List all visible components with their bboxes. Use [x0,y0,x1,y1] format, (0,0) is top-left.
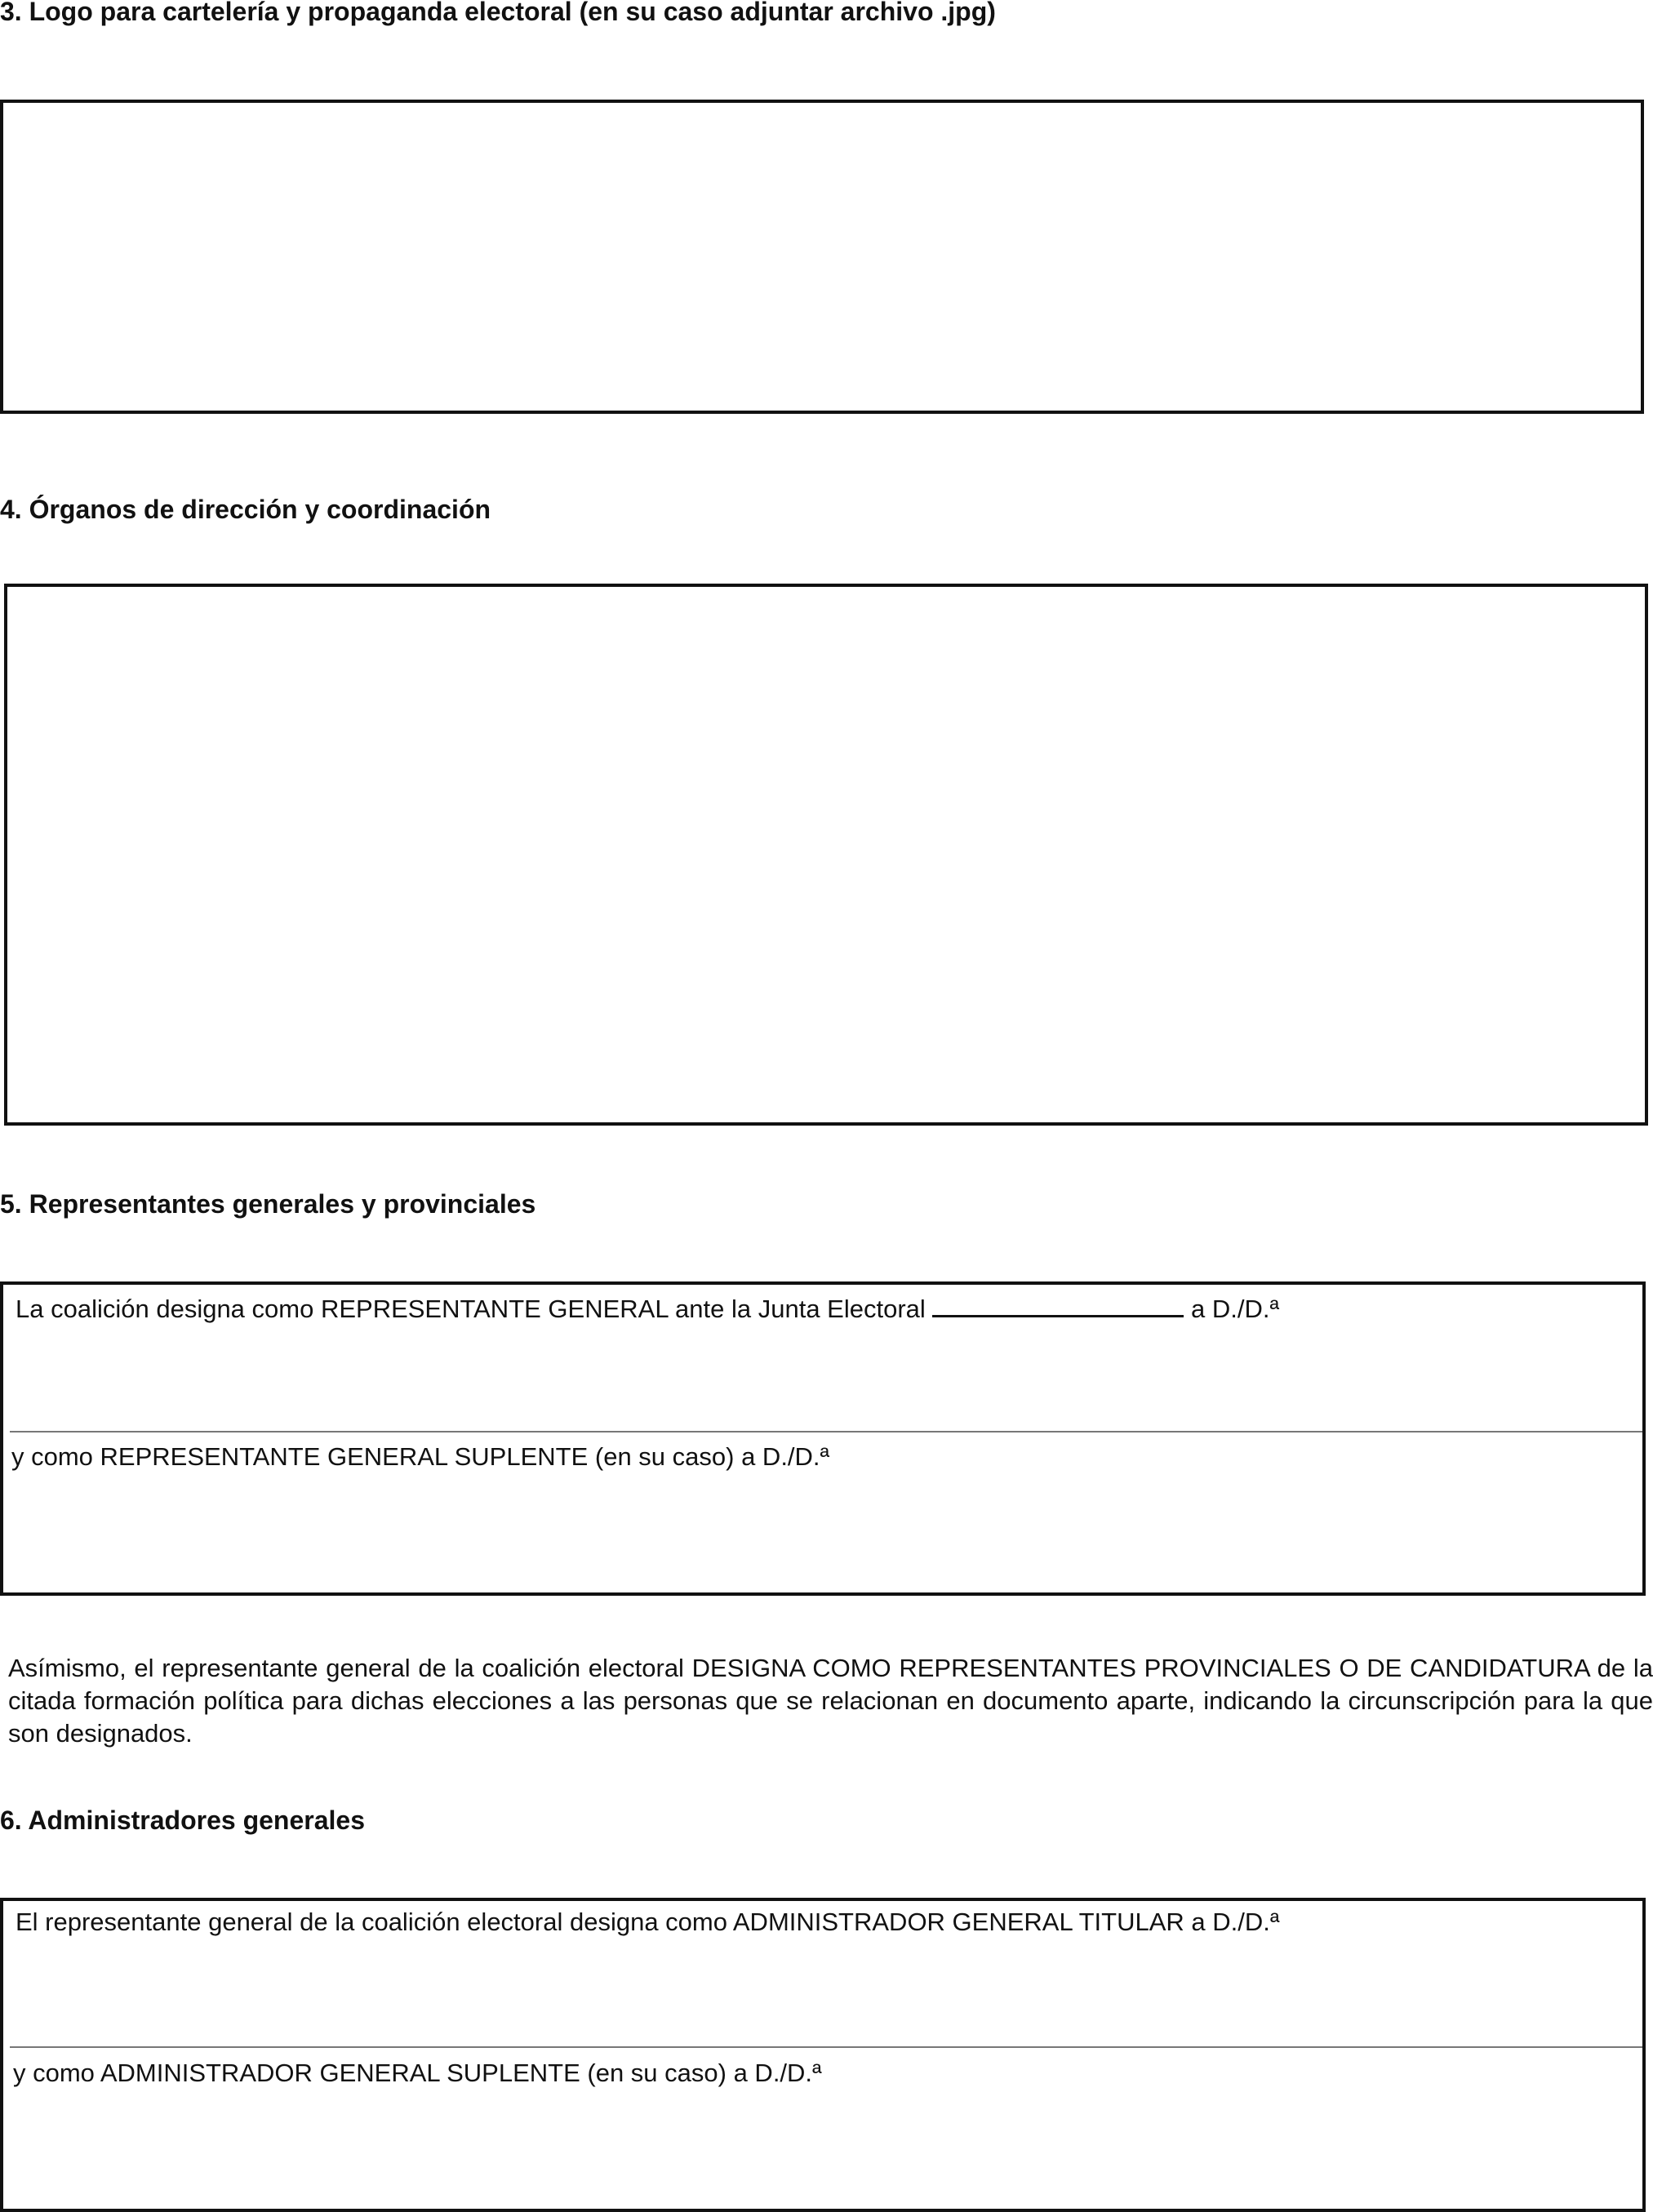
general-representative-suffix: a D./D.ª [1191,1295,1279,1323]
provincial-representatives-paragraph: Asímismo, el representante general de la coalición electoral DESIGNA COMO REPRESENTANTES PROVINCIALES O DE CANDIDATURA de la citada formación política para dichas elecciones a las personas que se relacionan en documento aparte, indicando la circunscripción para la que son designados. [8,1654,1653,1748]
governing-bodies-box[interactable] [4,584,1648,1126]
representatives-box [0,1281,1646,1596]
section-3-heading: 3. Logo para cartelería y propaganda electoral (en su caso adjuntar archivo .jpg) [0,0,996,26]
representatives-divider [10,1431,1642,1432]
general-representative-line [16,1293,1279,1324]
substitute-administrator-text: y como ADMINISTRADOR GENERAL SUPLENTE (en su caso) a D./D.ª [13,2059,822,2087]
logo-upload-box[interactable] [0,100,1644,414]
section-5-heading: 5. Representantes generales y provinciales [0,1189,536,1219]
administrators-divider [10,2046,1642,2048]
administrators-box [0,1898,1646,2212]
general-administrator-text: El representante general de la coalición electoral designa como ADMINISTRADOR GENERAL TITULAR a D./D.ª [16,1908,1280,1936]
electoral-board-blank-field[interactable] [932,1293,1184,1317]
section-4-heading: 4. Órganos de dirección y coordinación [0,495,491,524]
general-representative-text: La coalición designa como REPRESENTANTE GENERAL ante la Junta Electoral [16,1295,926,1323]
substitute-representative-text: y como REPRESENTANTE GENERAL SUPLENTE (en su caso) a D./D.ª [11,1442,830,1471]
section-6-heading: 6. Administradores generales [0,1806,365,1835]
